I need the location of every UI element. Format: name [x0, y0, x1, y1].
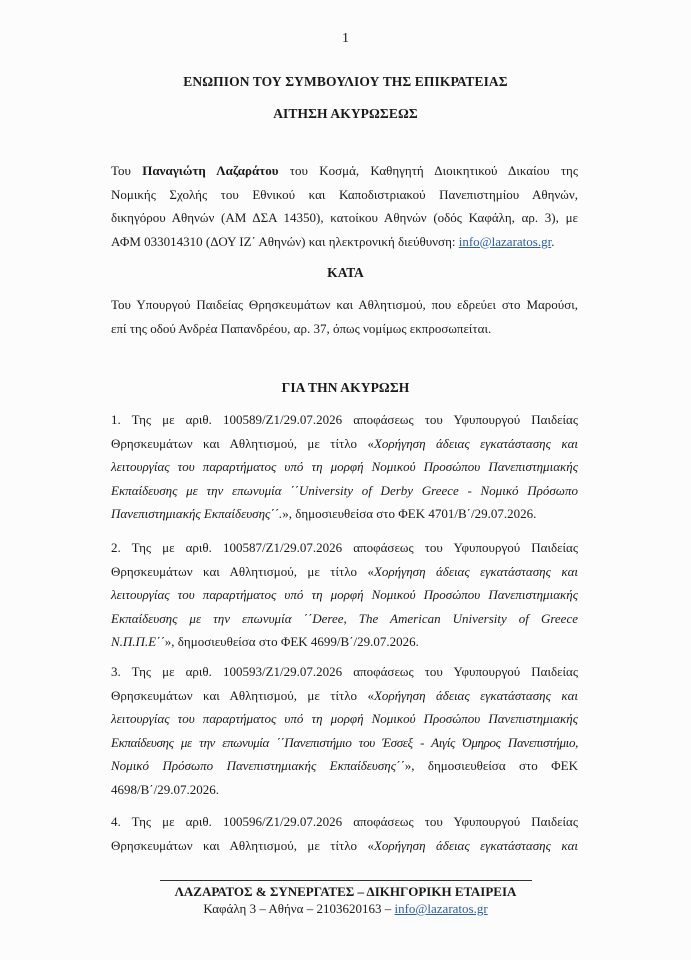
- item-line: Εκπαίδευσης με την επωνυμία ΄΄Πανεπιστήμιο του Έσσεξ - Αιγίς Όμηρος Πανεπιστήμιο,: [111, 734, 578, 750]
- item-line: 4698/Β΄/29.07.2026.: [111, 781, 219, 797]
- email-link[interactable]: info@lazaratos.gr: [458, 233, 552, 249]
- item-line: λειτουργίας του παραρτήματος υπό τη μορφή Νομικού Προσώπου Πανεπιστημιακής: [111, 459, 578, 474]
- respondent-paragraph: [111, 293, 578, 340]
- document-title: ΑΙΤΗΣΗ ΑΚΥΡΩΣΕΩΣ: [273, 106, 418, 121]
- page-number: 1: [342, 31, 349, 46]
- item-line: λειτουργίας του παραρτήματος υπό τη μορφή Νομικού Προσώπου Πανεπιστημιακής: [111, 587, 578, 602]
- applicant-paragraph: [111, 159, 578, 253]
- footer-address: Καφάλη 3 – Αθήνα – 2103620163 – info@lazaratos.gr: [203, 901, 488, 916]
- court-heading: ΕΝΩΠΙΟΝ ΤΟΥ ΣΥΜΒΟΥΛΙΟΥ ΤΗΣ ΕΠΙΚΡΑΤΕΙΑΣ: [183, 74, 508, 89]
- applicant-line-4: ΑΦΜ 033014310 (ΔΟΥ ΙΖ΄ Αθηνών) και ηλεκτρονική διεύθυνση: info@lazaratos.gr.: [111, 233, 555, 249]
- item-line: Θρησκευμάτων και Αθλητισμού, με τίτλο «Χορήγηση άδειας εγκατάστασης και: [111, 687, 579, 703]
- item-line: 4. Της με αριθ. 100596/Ζ1/29.07.2026 αποφάσεως του Υφυπουργού Παιδείας: [111, 814, 578, 829]
- footer-firm-name: ΛΑΖΑΡΑΤΟΣ & ΣΥΝΕΡΓΑΤΕΣ – ΔΙΚΗΓΟΡΙΚΗ ΕΤΑΙΡΕΙΑ: [174, 884, 517, 899]
- item-line: 1. Της με αριθ. 100589/Ζ1/29.07.2026 αποφάσεως του Υφυπουργού Παιδείας: [111, 412, 578, 427]
- item-line: Θρησκευμάτων και Αθλητισμού, με τίτλο «Χορήγηση άδειας εγκατάστασης και: [111, 563, 579, 579]
- respondent-line-2: επί της οδού Ανδρέα Παπανδρέου, αρ. 37, όπως νομίμως εκπροσωπείται.: [111, 320, 492, 336]
- item-line: Εκπαίδευσης με την επωνυμία ΄΄Deree, The American University of Greece: [111, 610, 578, 626]
- item-line: Ν.Π.Π.Ε΄΄», δημοσιευθείσα στο ΦΕΚ 4699/Β΄/29.07.2026.: [111, 634, 419, 649]
- applicant-line-3: δικηγόρου Αθηνών (ΑΜ ΔΣΑ 14350), κατοίκου Αθηνών (οδός Καφάλη, αρ. 3), με: [111, 210, 578, 225]
- applicant-line-2: Νομικής Σχολής του Εθνικού και Καποδιστριακού Πανεπιστημίου Αθηνών,: [111, 186, 578, 202]
- item-line: Νομικό Πρόσωπο Πανεπιστημιακής Εκπαίδευσης΄΄», δημοσιευθείσα στο ΦΕΚ: [111, 758, 578, 773]
- item-line: Εκπαίδευσης με την επωνυμία ΄΄University of Derby Greece - Νομικό Πρόσωπο: [111, 482, 578, 498]
- kata-heading: ΚΑΤΑ: [327, 265, 364, 280]
- item-line: Πανεπιστημιακής Εκπαίδευσης΄΄.», δημοσιευθείσα στο ΦΕΚ 4701/Β΄/29.07.2026.: [111, 506, 537, 521]
- annulment-heading: ΓΙΑ ΤΗΝ ΑΚΥΡΩΣΗ: [281, 380, 410, 395]
- footer-divider: [160, 880, 532, 881]
- item-line: 3. Της με αριθ. 100593/Ζ1/29.07.2026 αποφάσεως του Υφυπουργού Παιδείας: [111, 664, 578, 679]
- applicant-name: Παναγιώτη Λαζαράτου: [142, 163, 279, 178]
- applicant-line-1: Του Παναγιώτη Λαζαράτου του Κοσμά, Καθηγητή Διοικητικού Δικαίου της: [111, 163, 578, 178]
- item-line: λειτουργίας του παραρτήματος υπό τη μορφή Νομικού Προσώπου Πανεπιστημιακής: [111, 711, 578, 726]
- item-line: Θρησκευμάτων και Αθλητισμού, με τίτλο «Χορήγηση άδειας εγκατάστασης και: [111, 435, 579, 451]
- annulment-item-4: [111, 810, 578, 857]
- annulment-item-1: [111, 408, 578, 526]
- item-line: Θρησκευμάτων και Αθλητισμού, με τίτλο «Χορήγηση άδειας εγκατάστασης και: [111, 837, 579, 853]
- item-line: 2. Της με αριθ. 100587/Ζ1/29.07.2026 αποφάσεως του Υφυπουργού Παιδείας: [111, 540, 578, 555]
- footer-email-link[interactable]: info@lazaratos.gr: [394, 901, 488, 916]
- annulment-item-2: [111, 536, 578, 654]
- annulment-item-3: [111, 660, 578, 801]
- respondent-line-1: Του Υπουργού Παιδείας Θρησκευμάτων και Αθλητισμού, που εδρεύει στο Μαρούσι,: [111, 297, 578, 312]
